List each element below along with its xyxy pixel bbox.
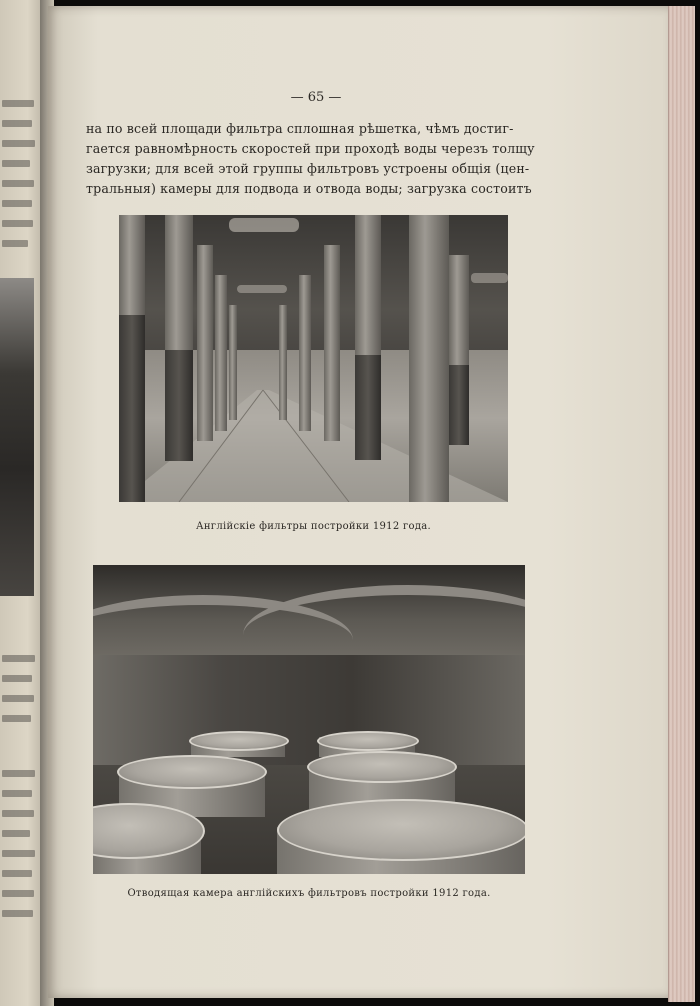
left-page-text-line	[2, 830, 30, 837]
text-line: загрузки; для всей этой группы фильтровъ устроены общія (цен-	[86, 161, 530, 176]
round-tank	[277, 799, 525, 861]
column	[197, 245, 213, 441]
left-page-text-line	[2, 715, 31, 722]
figure2-caption: Отводящая камера англійскихъ фильтровъ постройки 1912 года.	[127, 888, 491, 899]
left-page-text-line	[2, 890, 34, 897]
text-line: гается равномѣрность скоростей при проходѣ воды черезъ толщу	[86, 141, 535, 156]
left-page-text-line	[2, 850, 35, 857]
filter-hall-photo	[119, 215, 508, 502]
column-base	[355, 355, 381, 460]
left-page-text-line	[2, 180, 34, 187]
left-page-text-line	[2, 120, 32, 127]
text-line: тральныя) камеры для подвода и отвода воды; загрузка состоитъ	[86, 181, 532, 196]
column	[215, 275, 227, 431]
round-tank	[117, 755, 267, 789]
left-page-text-line	[2, 160, 30, 167]
left-page-text-line	[2, 140, 35, 147]
page-edges	[668, 6, 695, 1002]
left-page-text-line	[2, 910, 33, 917]
round-tank	[317, 731, 419, 751]
figure1-caption: Англійскіе фильтры постройки 1912 года.	[195, 521, 432, 532]
column-base	[165, 350, 193, 461]
left-page-text-line	[2, 695, 34, 702]
left-page-text-line	[2, 870, 32, 877]
column	[409, 215, 449, 502]
left-page-text-line	[2, 220, 33, 227]
round-tank	[189, 731, 289, 751]
left-page-text-line	[2, 790, 32, 797]
round-tank	[307, 751, 457, 783]
left-page-text-line	[2, 100, 34, 107]
column	[229, 305, 237, 420]
left-page-text-line	[2, 770, 35, 777]
left-page-text-line	[2, 200, 32, 207]
column	[299, 275, 311, 431]
left-page-text-line	[2, 810, 34, 817]
left-page-text-line	[2, 655, 35, 662]
outlet-chamber-photo	[93, 565, 525, 874]
page-number: — 65 —	[290, 90, 342, 105]
left-page-text-line	[2, 240, 28, 247]
text-line: на по всей площади фильтра сплошная рѣшетка, чѣмъ достиг-	[86, 121, 514, 136]
column	[279, 305, 287, 420]
left-page-text-line	[2, 675, 32, 682]
column-base	[119, 315, 145, 502]
column	[324, 245, 340, 441]
column-base	[449, 365, 469, 445]
body-text	[86, 119, 548, 199]
left-page-photo	[0, 278, 34, 596]
